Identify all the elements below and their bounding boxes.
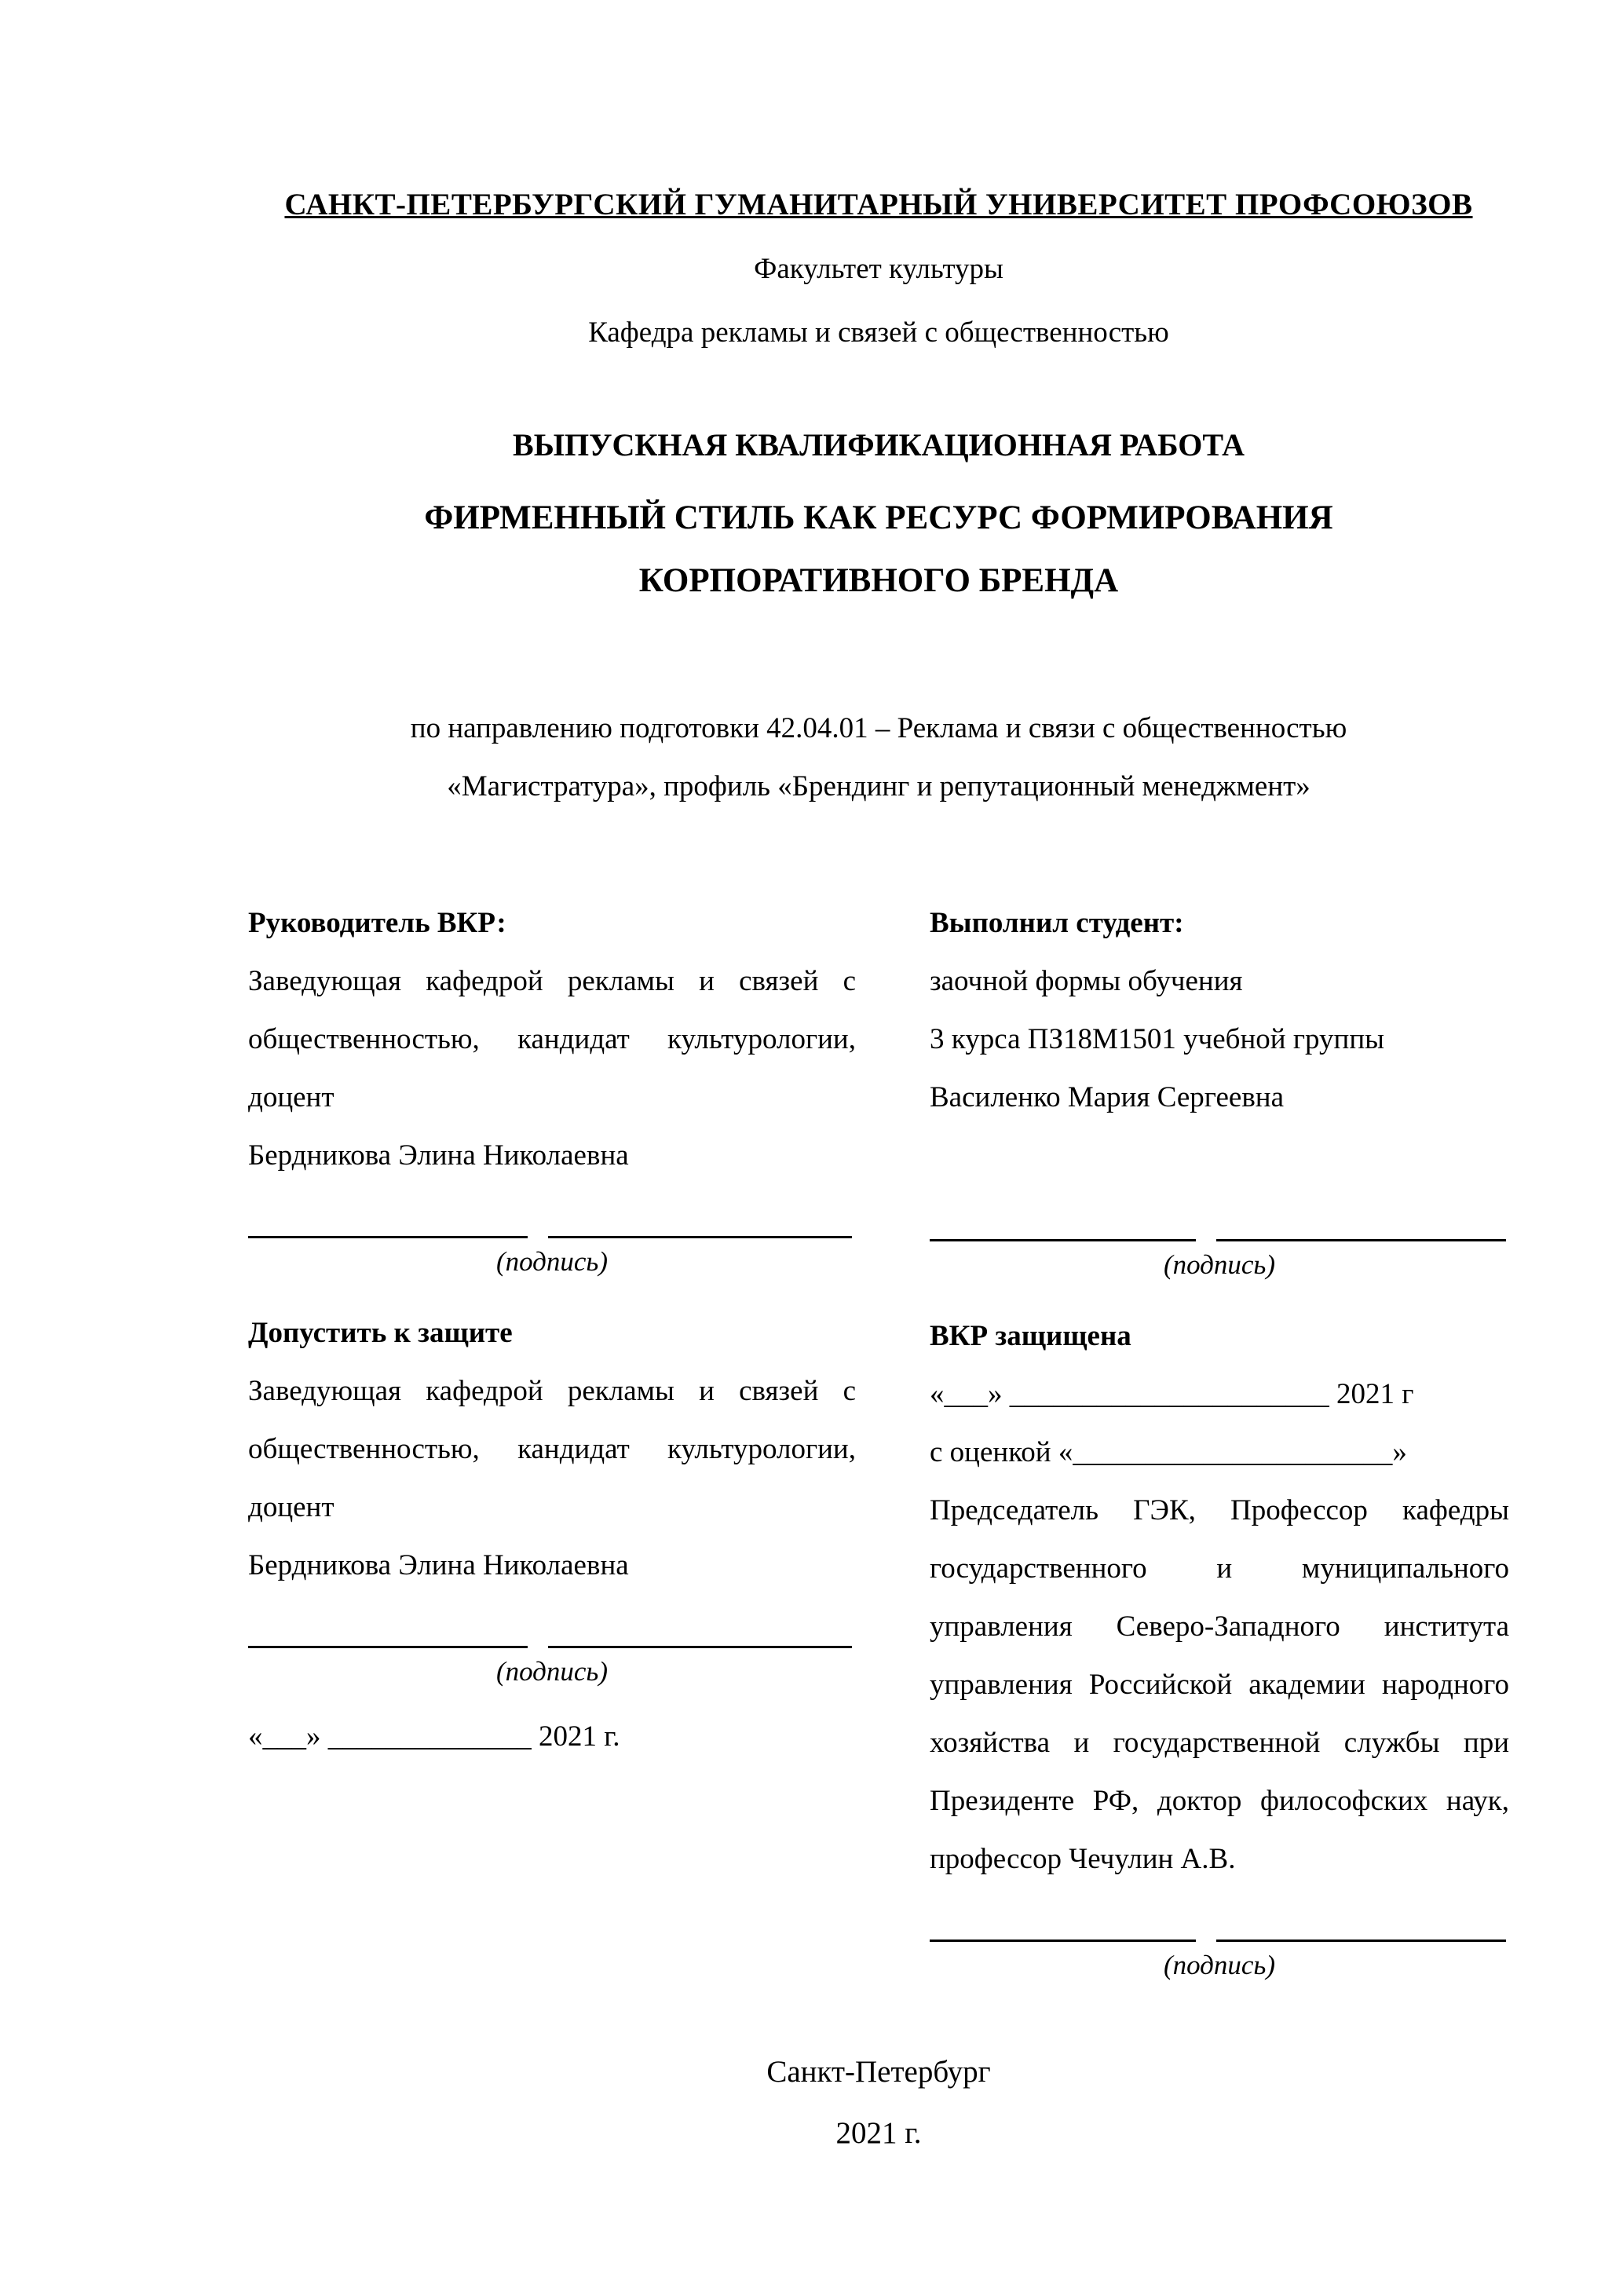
faculty-name: Факультет культуры (754, 253, 1003, 285)
supervisor-label: Руководитель ВКР: (248, 907, 506, 940)
defended-label: ВКР защищена (930, 1320, 1131, 1353)
university-name: САНКТ-ПЕТЕРБУРГСКИЙ ГУМАНИТАРНЫЙ УНИВЕРСИТЕТ ПРОФСОЮЗОВ (284, 188, 1473, 221)
footer-year: 2021 г. (835, 2116, 922, 2150)
signature-line-segment (248, 1236, 528, 1238)
work-type: ВЫПУСКНАЯ КВАЛИФИКАЦИОННАЯ РАБОТА (513, 427, 1245, 462)
admit-name: Бердникова Элина Николаевна (248, 1549, 629, 1582)
signature-line (930, 1939, 1509, 1942)
admit-signature-block (248, 1645, 856, 1687)
title-block (248, 426, 1509, 612)
signature-caption: (подпись) (1163, 1249, 1276, 1281)
document-footer (248, 2042, 1509, 2164)
document-header (248, 187, 1509, 349)
signature-line-segment (1216, 1940, 1506, 1942)
signature-line (930, 1238, 1509, 1241)
admit-section (248, 1304, 856, 1595)
signature-line (248, 1645, 856, 1648)
supervisor-name: Бердникова Элина Николаевна (248, 1139, 629, 1172)
student-label: Выполнил студент: (930, 907, 1184, 940)
signature-caption: (подпись) (495, 1656, 609, 1687)
signature-line (248, 1235, 856, 1238)
admit-date-line: «___» ______________ 2021 г. (248, 1720, 620, 1753)
chairman-description: Председатель ГЭК, Профессор кафедры государственного и муниципального управления Северо-Западного института управления Российской академии народного хозяйства и государственной службы при Президенте РФ, доктор философских наук, профессор Чечулин А.В. (930, 1494, 1509, 1876)
supervisor-position: Заведующая кафедрой рекламы и связей с общественностью, кандидат культурологии, доцент (248, 965, 856, 1114)
student-name: Василенко Мария Сергеевна (930, 1081, 1285, 1114)
supervisor-column (248, 894, 856, 1766)
program-direction: по направлению подготовки 42.04.01 – Реклама и связи с общественностью (410, 712, 1347, 745)
thesis-title-line-1: ФИРМЕННЫЙ СТИЛЬ КАК РЕСУРС ФОРМИРОВАНИЯ (424, 499, 1333, 536)
signature-line-segment (548, 1646, 852, 1648)
grade-line: с оценкой «______________________» (930, 1436, 1407, 1469)
defended-date-line: «___» ______________________ 2021 г (930, 1378, 1414, 1411)
signature-line-segment (1216, 1239, 1506, 1241)
footer-city: Санкт-Петербург (766, 2055, 991, 2089)
signature-caption: (подпись) (1163, 1950, 1276, 1981)
defense-section (930, 1307, 1509, 1888)
department-name: Кафедра рекламы и связей с общественностью (588, 316, 1169, 349)
signatories-columns (248, 894, 1509, 1981)
admit-position: Заведующая кафедрой рекламы и связей с общественностью, кандидат культурологии, доцент (248, 1375, 856, 1524)
student-group: 3 курса ПЗ18М1501 учебной группы (930, 1023, 1385, 1056)
signature-line-segment (930, 1940, 1196, 1942)
signature-caption: (подпись) (495, 1246, 609, 1278)
signature-line-segment (548, 1236, 852, 1238)
signature-line-segment (930, 1239, 1196, 1241)
student-column (930, 894, 1509, 1981)
program-profile: «Магистратура», профиль «Брендинг и репутационный менеджмент» (447, 770, 1310, 803)
program-block (248, 700, 1509, 816)
signature-line-segment (248, 1646, 528, 1648)
supervisor-signature-block (248, 1235, 856, 1278)
admit-label: Допустить к защите (248, 1317, 513, 1350)
student-form: заочной формы обучения (930, 965, 1243, 998)
chairman-signature-block (930, 1939, 1509, 1981)
student-signature-block (930, 1238, 1509, 1281)
thesis-title-line-2: КОРПОРАТИВНОГО БРЕНДА (638, 561, 1119, 599)
